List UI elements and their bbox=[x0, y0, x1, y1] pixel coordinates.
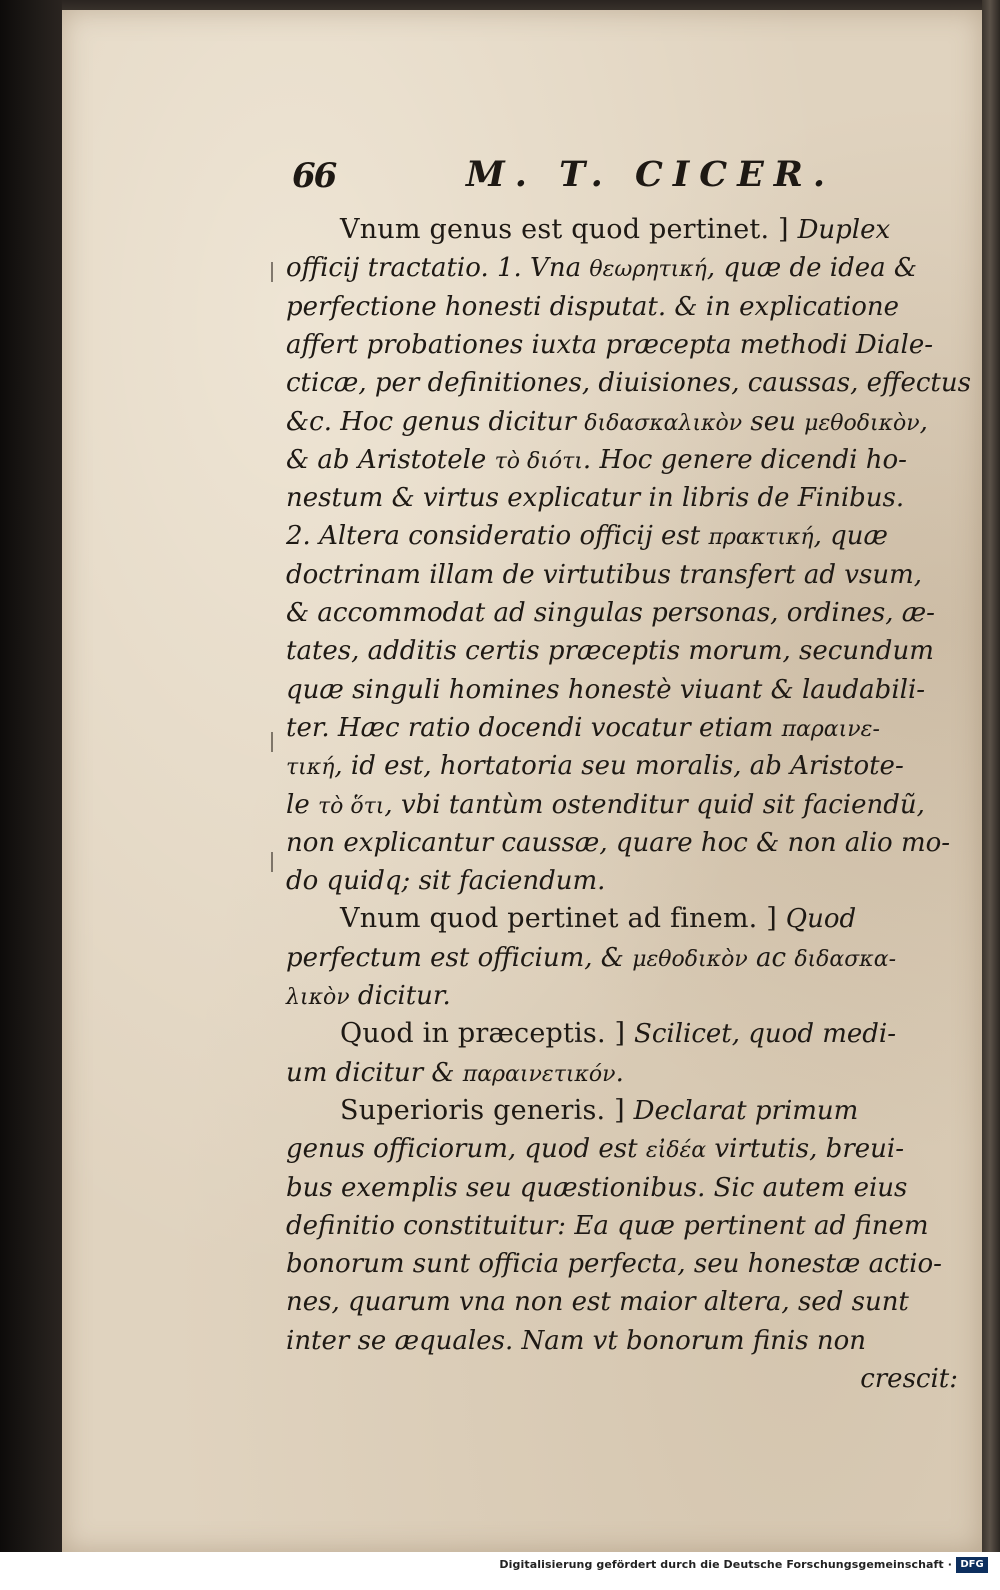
text-line bbox=[286, 480, 958, 516]
text-line bbox=[286, 595, 958, 631]
lemma-text: Superioris generis. ] bbox=[340, 1095, 634, 1126]
page-header bbox=[286, 150, 846, 200]
line-text: Duplex bbox=[797, 215, 891, 245]
text-line bbox=[286, 365, 971, 401]
line-text: do quidq; sit faciendum. bbox=[286, 866, 606, 896]
text-line bbox=[286, 404, 958, 442]
greek-term: θεωρητική bbox=[589, 257, 707, 282]
margin-mark bbox=[271, 852, 279, 872]
line-text: um dicitur & bbox=[286, 1058, 463, 1088]
line-text: Declarat primum bbox=[633, 1096, 859, 1126]
line-text: & ab Aristotele bbox=[286, 445, 495, 475]
line-text: ter. Hæc ratio docendi vocatur etiam bbox=[286, 713, 782, 743]
text-line bbox=[286, 633, 958, 669]
text-line bbox=[286, 1170, 958, 1206]
line-text: virtutis, breui- bbox=[706, 1134, 904, 1164]
funding-credit: Digitalisierung gefördert durch die Deutsche Forschungsgemeinschaft · bbox=[499, 1558, 952, 1571]
text-line bbox=[286, 672, 958, 708]
text-line bbox=[286, 1131, 958, 1169]
line-text: non explicantur caussæ, quare hoc & non alio mo- bbox=[286, 828, 951, 858]
text-line bbox=[286, 863, 958, 899]
line-text: dicitur. bbox=[349, 981, 451, 1011]
text-line bbox=[286, 748, 958, 786]
line-text: definitio constituitur: Ea quæ pertinent ad finem bbox=[286, 1211, 929, 1241]
line-text: perfectione honesti disputat. & in explicatione bbox=[286, 292, 900, 322]
text-line bbox=[286, 1055, 958, 1093]
greek-term: λικὸν bbox=[286, 985, 350, 1010]
text-line bbox=[286, 557, 958, 593]
line-text: officij tractatio. 1. Vna bbox=[286, 253, 590, 283]
page-number: 66 bbox=[292, 156, 336, 196]
line-text: Scilicet, quod medi- bbox=[634, 1019, 897, 1049]
greek-term: μεθοδικὸν bbox=[632, 947, 748, 972]
text-line bbox=[286, 787, 958, 825]
greek-term: παραινετικόν bbox=[462, 1062, 616, 1087]
line-text: quæ singuli homines honestè viuant & laudabili- bbox=[286, 675, 926, 705]
greek-term: πρακτική bbox=[708, 525, 814, 550]
running-title: M. T. CICER. bbox=[466, 154, 836, 195]
line-text: genus officiorum, quod est bbox=[286, 1134, 646, 1164]
text-line bbox=[286, 1323, 958, 1359]
line-text: , quæ de idea & bbox=[706, 253, 918, 283]
line-text: , bbox=[919, 407, 928, 437]
greek-term: τὸ ὅτι bbox=[317, 794, 385, 819]
dfg-logo: DFG bbox=[956, 1557, 988, 1573]
line-text: , quæ bbox=[813, 521, 888, 551]
text-line bbox=[286, 1246, 958, 1282]
line-text: . bbox=[615, 1058, 624, 1088]
text-line bbox=[286, 442, 958, 480]
line-text: . Hoc genere dicendi ho- bbox=[582, 445, 907, 475]
greek-term: τική bbox=[286, 755, 335, 780]
line-text: Quod bbox=[785, 904, 857, 934]
line-text: inter se æquales. Nam vt bonorum finis non bbox=[286, 1326, 866, 1356]
greek-term: τὸ διότι bbox=[494, 449, 583, 474]
line-text: crescit: bbox=[860, 1364, 958, 1394]
lemma-text: Vnum quod pertinet ad finem. ] bbox=[340, 903, 786, 934]
line-text: perfectum est officium, & bbox=[286, 943, 633, 973]
margin-mark bbox=[271, 262, 279, 282]
text-line bbox=[286, 940, 958, 978]
text-line bbox=[286, 1361, 958, 1397]
text-line bbox=[286, 825, 958, 861]
line-text: bus exemplis seu quæstionibus. Sic autem eius bbox=[286, 1173, 908, 1203]
line-text: &c. Hoc genus dicitur bbox=[286, 407, 585, 437]
line-text: le bbox=[286, 790, 318, 820]
greek-term: διδασκαλικὸν bbox=[584, 411, 743, 436]
line-text: & accommodat ad singulas personas, ordines, æ- bbox=[286, 598, 935, 628]
lemma-text: Quod in præceptis. ] bbox=[340, 1018, 635, 1049]
line-text: doctrinam illam de virtutibus transfert ad vsum, bbox=[286, 560, 922, 590]
greek-term: διδασκα- bbox=[794, 947, 897, 972]
line-text: seu bbox=[742, 407, 805, 437]
text-line bbox=[286, 289, 958, 325]
text-line bbox=[286, 710, 958, 748]
text-line bbox=[286, 1284, 958, 1320]
text-line bbox=[286, 250, 958, 288]
lemma-text: Vnum genus est quod pertinet. ] bbox=[340, 214, 798, 245]
text-line bbox=[286, 327, 958, 363]
text-line bbox=[286, 978, 958, 1016]
margin-mark bbox=[271, 732, 279, 752]
greek-term: εἰδέα bbox=[645, 1138, 707, 1163]
line-text: bonorum sunt officia perfecta, seu honestæ actio- bbox=[286, 1249, 942, 1279]
greek-term: μεθοδικὸν bbox=[804, 411, 920, 436]
line-text: tates, additis certis præceptis morum, secundum bbox=[286, 636, 934, 666]
text-line bbox=[340, 1016, 958, 1052]
line-text: affert probationes iuxta præcepta methodi Diale- bbox=[286, 330, 933, 360]
line-text: nes, quarum vna non est maior altera, sed sunt bbox=[286, 1287, 909, 1317]
text-line bbox=[286, 518, 958, 556]
text-line bbox=[286, 1208, 958, 1244]
text-line bbox=[340, 901, 958, 937]
line-text: , vbi tantùm ostenditur quid sit faciendũ, bbox=[384, 790, 925, 820]
text-line bbox=[340, 212, 958, 248]
greek-term: παραινε- bbox=[781, 717, 880, 742]
text-line bbox=[340, 1093, 958, 1129]
line-text: 2. Altera consideratio officij est bbox=[286, 521, 709, 551]
line-text: nestum & virtus explicatur in libris de Finibus. bbox=[286, 483, 905, 513]
line-text: ac bbox=[747, 943, 795, 973]
line-text: cticæ, per definitiones, diuisiones, caussas, effectus bbox=[286, 368, 971, 398]
line-text: , id est, hortatoria seu moralis, ab Aristote- bbox=[334, 751, 904, 781]
